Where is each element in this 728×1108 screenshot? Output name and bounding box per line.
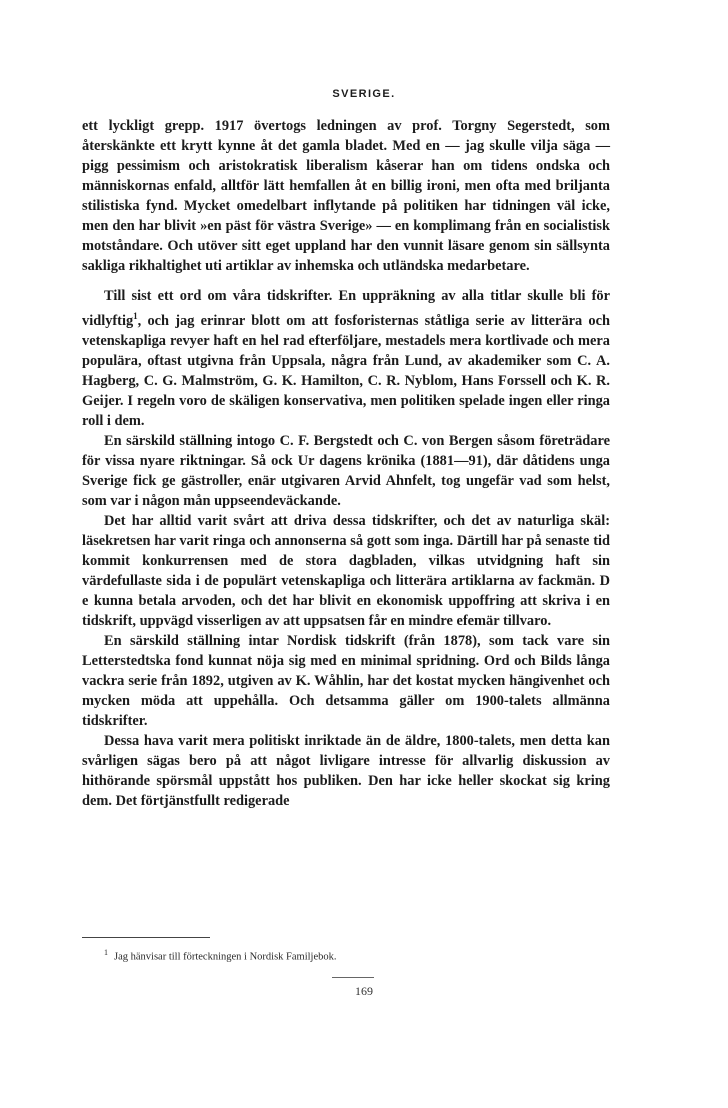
page-number: 169 bbox=[355, 984, 373, 998]
footnote-divider bbox=[82, 937, 210, 938]
paragraph-1 bbox=[82, 116, 610, 276]
paragraph-5-text: En särskild ställning intar Nordisk tidskrift (från 1878), som tack vare sin Letterstedtska fond kunnat nöja sig med en minimal spridning. Ord och Bilds långa vackra serie från 1892, utgiven av K. Wåhlin, har det kostat mycken hängivenhet och mycken möda att uppehålla. Och detsamma gäller om 1900-talets allmänna tidskrifter. bbox=[82, 632, 610, 729]
main-text-block bbox=[82, 116, 610, 811]
paragraph-6 bbox=[82, 731, 610, 811]
paragraph-5 bbox=[82, 631, 610, 731]
footnote-mark: 1 bbox=[104, 948, 108, 957]
paragraph-4-text: Det har alltid varit svårt att driva dessa tidskrifter, och det av naturliga skäl: läsekretsen har varit ringa och annonserna så gott som inga. Därtill har på senaste tid kommit konkurrensen med de stora dagbladen, vilkas utvidgning haft sin värdefullaste sida i de populärt vetenskapliga och litterära artiklarna av fackmän. D e kunna betala arvoden, och det har blivit en ekonomisk uppoffring att skriva i en tidskrift, uppvägd visserligen av att uppsatsen får en mindre efemär tillvaro. bbox=[82, 512, 610, 629]
paragraph-3-text: En särskild ställning intogo C. F. Bergstedt och C. von Bergen såsom företrädare för vissa nyare riktningar. Så ock Ur dagens krönika (1881—91), där dåtidens unga Sverige fick ge gästroller, enär utgivaren Arvid Ahnfelt, tog ungefär vad som helst, som var i någon mån uppseendeväckande. bbox=[82, 432, 610, 509]
paragraph-6-text: Dessa hava varit mera politiskt inriktade än de äldre, 1800-talets, men detta kan svårligen sägas bero på att något livligare intresse för allvarlig diskussion av hithörande spörsmål uppstått hos publiken. Den har icke heller skockat sig kring dem. Det förtjänstfullt redigerade bbox=[82, 732, 610, 809]
footnote-reference: 1 bbox=[133, 311, 138, 321]
paragraph-2-text-b: , och jag erinrar blott om att fosforisternas ståtliga serie av litterära och vetenskapliga revyer haft en hel rad efterföljare, mestadels mera kortlivade och mera populära, oftast utgivna från Uppsala, några från Lund, av akademiker som C. A. Hagberg, C. G. Malmström, G. K. Hamilton, C. R. Nyblom, Hans Forssell och K. R. Geijer. I regeln voro de skäligen konservativa, men politiken spelade ingen eller ringa roll i dem. bbox=[82, 312, 610, 429]
running-title: SVERIGE. bbox=[332, 88, 396, 100]
paragraph-2 bbox=[82, 286, 610, 431]
paragraph-2-text-a: Till sist ett ord om våra tidskrifter. En uppräkning av alla titlar skulle bli för vidlyftig bbox=[82, 288, 610, 329]
paragraph-3 bbox=[82, 431, 610, 511]
footnote-text: Jag hänvisar till förteckningen i Nordisk Familjebok. bbox=[114, 951, 337, 963]
folio-divider bbox=[332, 977, 374, 978]
paragraph-1-text: ett lyckligt grepp. 1917 övertogs ledningen av prof. Torgny Segerstedt, som återskänkte ett krytt kynne åt det gamla bladet. Med en — jag skulle vilja säga — pigg pessimism och aristokratisk liberalism kåserar han om tidens ondska och människornas enfald, alltför lätt hemfallen åt en billig ironi, men ofta med briljanta stilistiska fynd. Mycket omedelbart inflytande på politiken har tidningen väl icke, men den har blivit »en päst för västra Sverige» — en komplimang från en socialistisk motståndare. Och utöver sitt eget uppland har den vunnit läsare genom sin sällsynta sakliga rikhaltighet uti artiklar av inhemska och utländska medarbetare. bbox=[82, 118, 610, 274]
paragraph-4 bbox=[82, 511, 610, 631]
footnote bbox=[104, 946, 337, 964]
